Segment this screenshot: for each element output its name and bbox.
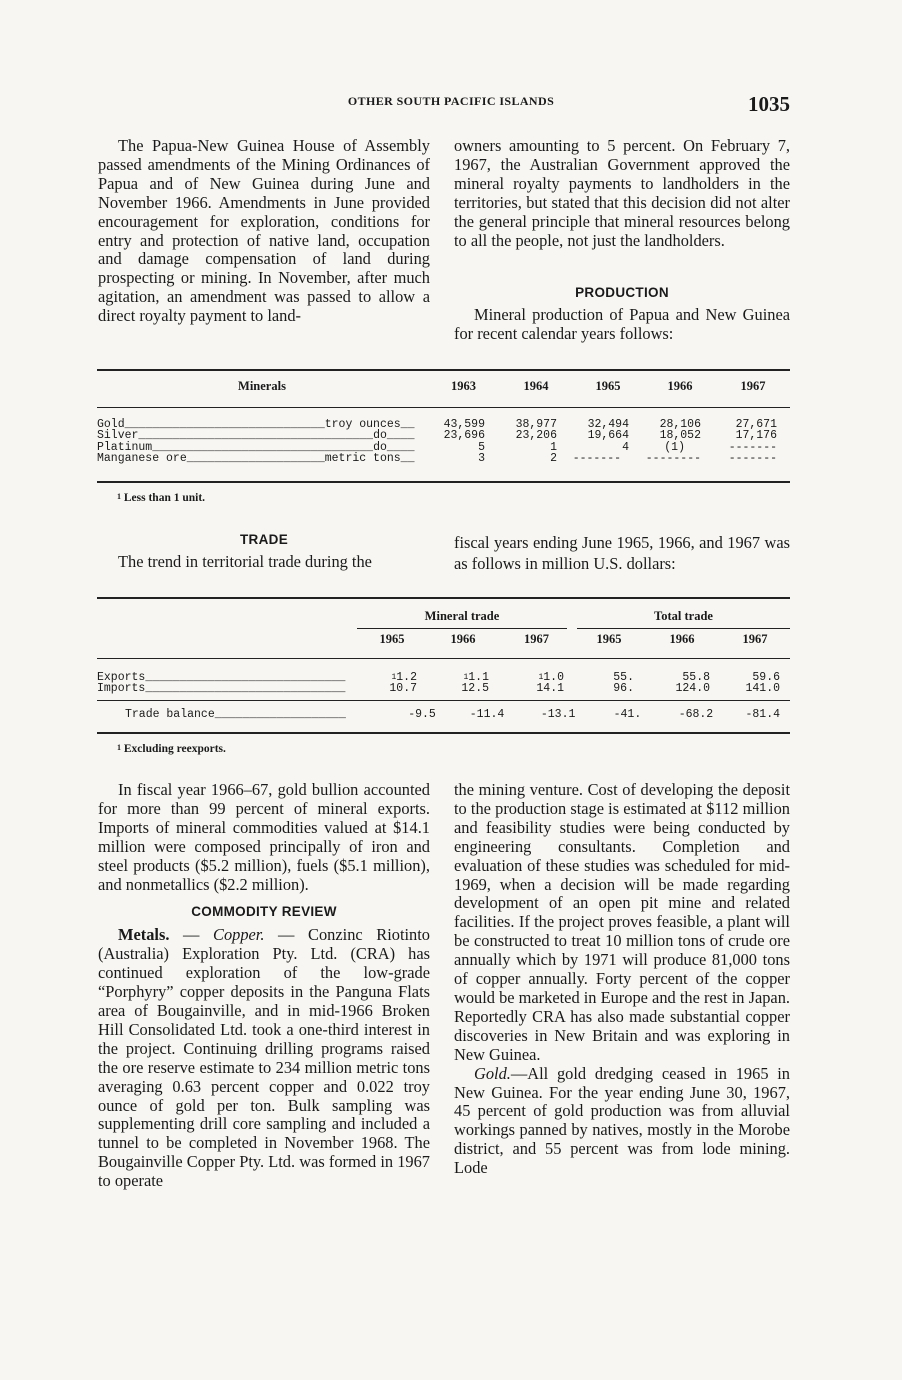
table-cell: 28,106 — [659, 418, 701, 431]
table-cell: (1) — [664, 440, 685, 454]
body-column-right — [454, 781, 790, 1178]
trade-intro-left — [98, 553, 430, 572]
production-intro — [454, 306, 790, 344]
row-label: Trade balance___________________ — [125, 708, 346, 721]
minerals-table-header — [97, 381, 790, 392]
col-header-year: 1965 — [379, 632, 405, 646]
table-cell: 2 — [550, 452, 557, 466]
trade-footnote: $^1$ Excluding reexports. — [117, 743, 226, 755]
trade-table-total-rule — [97, 700, 790, 701]
minerals-footnote: $^1$ Less than 1 unit. — [117, 492, 206, 504]
table-cell: 17,176 — [735, 429, 777, 443]
col-header-1966: 1966 — [667, 379, 693, 393]
table-row — [97, 683, 790, 694]
col-header-year: 1965 — [596, 632, 622, 646]
table-cell: -41. — [613, 708, 642, 721]
trade-heading: TRADE — [240, 532, 288, 547]
table-cell: 1 — [550, 440, 557, 454]
table-row — [97, 709, 790, 720]
minerals-table-header-rule — [97, 407, 790, 408]
row-label: Silver__________________________________do____ — [97, 429, 415, 443]
table-cell: 55.8 — [682, 671, 710, 684]
table-cell: $^1$1.1 — [463, 671, 489, 684]
col-header-year: 1967 — [524, 632, 549, 646]
table-cell: 141.0 — [745, 682, 780, 696]
table-cell: $^1$1.2 — [391, 671, 417, 684]
mineral-trade-group-rule — [357, 628, 567, 629]
table-cell: 59.6 — [752, 671, 780, 684]
trade-balance-row — [97, 709, 790, 720]
col-header-1967: 1967 — [740, 379, 766, 393]
intro-paragraph-left: The Papua-New Guinea House of Assembly passed amendments of the Mining Ordinances of Papua and of New Guinea during June and November 1966. Amendments in June provided encouragement for exploration, conditions for entry and protection of native land, occupation and damage compensation of land during prospecting or mining. In November, after much agitation, an amendment was passed to allow a direct royalty payment to land- — [98, 136, 430, 326]
table-row — [97, 453, 790, 464]
col-header-minerals: Minerals — [238, 379, 286, 393]
body-column-left — [98, 781, 430, 1191]
copper-paragraph: Metals. — Copper. — Conzinc Riotinto (Australia) Exploration Pty. Ltd. (CRA) has continued exploration of the low-grade “Porphyry” copper deposits in the Panguna Flats area of Bougainville, and in mid-1966 Broken Hill Consolidated Ltd. took a one-third interest in the project. Continuing drilling programs raised the ore reserve estimate to 234 million metric tons averaging 0.63 percent copper and 0.022 troy ounce of gold per ton. Bulk sampling was supplementing drill core sampling and included a tunnel to be completed in November 1968. The Bougainville Copper Pty. Ltd. was formed in 1967 to operate — [98, 925, 430, 1191]
table-cell: ------- — [572, 452, 621, 466]
minerals-table-body — [97, 419, 790, 465]
trade-table-body — [97, 672, 790, 695]
table-cell: 4 — [622, 440, 629, 454]
table-cell: -81.4 — [745, 708, 780, 721]
table-cell: 18,052 — [659, 429, 701, 443]
col-header-1965: 1965 — [595, 379, 621, 393]
table-cell: ------- — [728, 440, 777, 454]
intro-column-left — [98, 137, 430, 326]
col-header-1963: 1963 — [451, 379, 476, 393]
col-header-year: 1966 — [669, 632, 695, 646]
table-cell: -------- — [645, 452, 701, 466]
mineral-exports-paragraph: In fiscal year 1966–67, gold bullion accounted for more than 99 percent of mineral exports. Imports of mineral commodities valued at $14.1 million were composed principally of iron and steel products ($5.2 million), fuels ($5.1 million), and nonmetallics ($2.2 million). — [98, 780, 430, 894]
table-cell: 23,696 — [443, 429, 485, 443]
total-trade-group-rule — [577, 628, 790, 629]
copper-continued-paragraph: the mining venture. Cost of developing the deposit to the production stage is estimated at $112 million and feasibility studies were being conducted by engineering consultants. Completion and evaluation of these studies was scheduled for mid-1969, when a decision will be made regarding development of an open pit mine and related facilities. If the project proves feasible, a plant will be constructed to treat 10 million tons of crude ore annually which by 1971 will produce 81,000 tons of copper annually. Forty percent of the copper would be marketed in Europe and the rest in Japan. Reportedly CRA has also made substantial copper discoveries in New Britain and was exploring in New Guinea. — [454, 780, 790, 1064]
table-cell: -9.5 — [408, 708, 436, 721]
group-header-total-trade: Total trade — [654, 609, 713, 623]
group-header-mineral-trade: Mineral trade — [424, 609, 500, 623]
table-cell: 43,599 — [443, 418, 485, 431]
row-label: Manganese ore____________________metric tons__ — [97, 452, 415, 466]
table-cell: 19,664 — [587, 429, 629, 443]
running-header: OTHER SOUTH PACIFIC ISLANDS — [347, 94, 555, 108]
minerals-table-bottom-rule — [97, 481, 790, 483]
table-cell: 3 — [478, 452, 485, 466]
production-text: Mineral production of Papua and New Guinea for recent calendar years follows: — [454, 305, 790, 343]
trade-intro-right — [454, 532, 790, 574]
row-label: Gold_____________________________troy ounces__ — [97, 418, 415, 431]
table-cell: 27,671 — [735, 418, 777, 431]
table-cell: 96. — [613, 682, 634, 696]
production-heading: PRODUCTION — [575, 285, 669, 300]
table-cell: 5 — [478, 440, 485, 454]
trade-text-right: fiscal years ending June 1965, 1966, and 1967 was as follows in million U.S. dollars: — [454, 533, 790, 573]
table-cell: 55. — [613, 671, 634, 684]
row-label: Imports_____________________________ — [97, 682, 346, 696]
table-cell: 10.7 — [389, 682, 417, 696]
commodity-review-heading: COMMODITY REVIEW — [191, 904, 337, 920]
table-cell: 124.0 — [675, 682, 710, 696]
col-header-1964: 1964 — [523, 379, 549, 393]
table-cell: 14.1 — [536, 682, 564, 696]
intro-paragraph-right: owners amounting to 5 percent. On February 7, 1967, the Australian Government approved the mineral royalty payments to landholders in the territories, but stated that this decision did not alter the general principle that mineral resources belong to all the people, not just the landholders. — [454, 136, 790, 250]
table-cell: -11.4 — [469, 708, 505, 721]
intro-column-right — [454, 137, 790, 250]
minerals-table-top-rule — [97, 369, 790, 371]
col-header-year: 1967 — [742, 632, 768, 646]
trade-table-header-rule — [97, 658, 790, 659]
trade-table-bottom-rule — [97, 732, 790, 734]
table-cell: 32,494 — [587, 418, 629, 431]
table-cell: $^1$1.0 — [538, 671, 564, 684]
row-label: Exports_____________________________ — [97, 671, 346, 684]
trade-table-top-rule — [97, 597, 790, 599]
trade-table-year-header — [97, 634, 790, 645]
row-label: Platinum________________________________do____ — [97, 440, 415, 454]
page-number: 1035 — [748, 92, 790, 116]
table-cell: 38,977 — [515, 418, 557, 431]
gold-paragraph: Gold.—All gold dredging ceased in 1965 in New Guinea. For the year ending June 30, 1967, 45 percent of gold production was from alluvial workings panned by natives, mostly in the Morobe district, and 55 percent was from lode mining. Lode — [454, 1063, 790, 1178]
table-cell: 12.5 — [461, 682, 489, 696]
table-cell: -68.2 — [678, 708, 714, 721]
trade-text-left: The trend in territorial trade during the — [118, 552, 372, 571]
col-header-year: 1966 — [450, 632, 476, 646]
table-cell: ------- — [728, 452, 777, 466]
table-cell: 23,206 — [515, 429, 557, 443]
table-cell: -13.1 — [540, 708, 576, 721]
